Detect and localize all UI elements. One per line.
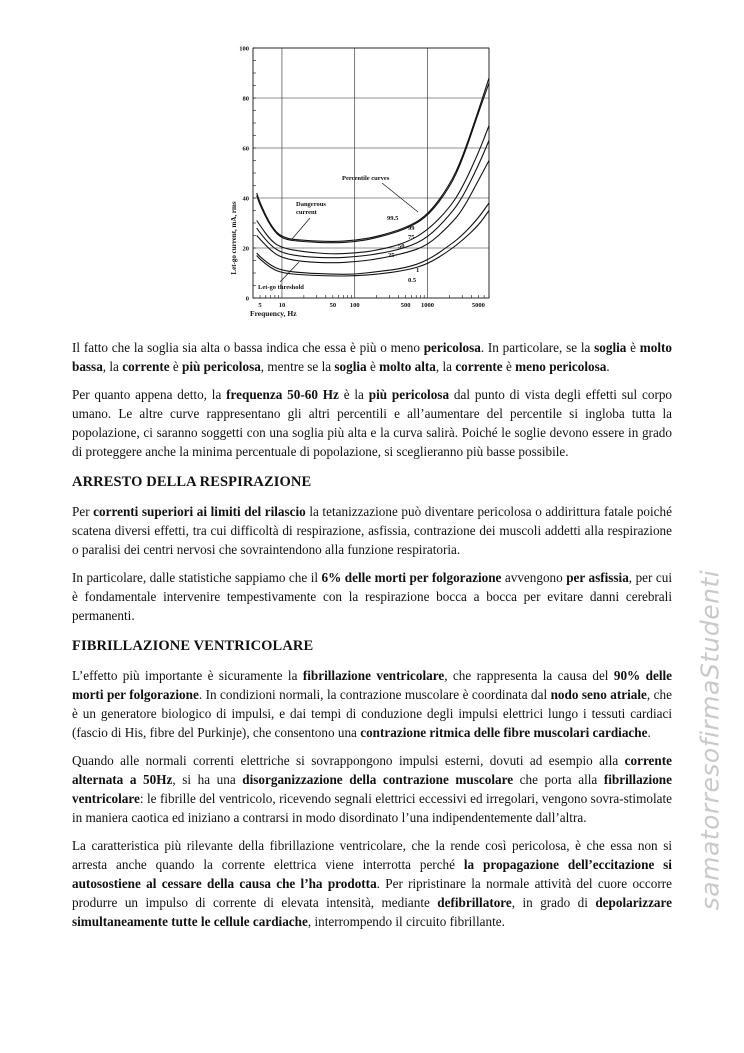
series-label: 50: [398, 243, 405, 250]
document-body: [72, 338, 672, 940]
arrow-percentile: [382, 183, 418, 212]
x-tick-label: 50: [329, 302, 337, 309]
paragraph-correnti-superiori: Per correnti superiori ai limiti del rilascio la tetanizzazione può diventare pericolosa o addirittura fatale poiché scatena diversi effetti, tra cui difficoltà di respirazione, asfissia, contrazione dei muscoli addetti alla respirazione o paralisi dei centri nervosi che sovraintendono alla funzione respiratoria.: [72, 504, 672, 557]
paragraph-frequenza: Per quanto appena detto, la frequenza 50-60 Hz è la più pericolosa dal punto di vista degli effetti sul corpo umano. Le altre curve rappresentano gli altri percentili e all’aumentare del percentile si ingloba tutta la popolazione, ci saranno soggetti con una soglia più alta e la curva salirà. Poiché le soglie devono essere in grado di proteggere anche la minima percentuale di popolazione, si sceglieranno più basse possibile.: [72, 387, 673, 459]
paragraph-statistiche: In particolare, dalle statistiche sappiamo che il 6% delle morti per folgorazione avvengono per asfissia, per cui è fondamentale intervenire tempestivamente con la respirazione bocca a bocca per evitare danni cerebrali permanenti.: [72, 570, 672, 623]
x-tick-label: 10: [278, 302, 286, 309]
x-axis-label: Frequency, Hz: [250, 309, 297, 318]
watermark: [690, 530, 730, 950]
series-label: 1: [416, 267, 420, 274]
curve-99-5: [257, 78, 489, 241]
paragraph-effetto: L’effetto più importante è sicuramente la fibrillazione ventricolare, che rappresenta la causa del 90% delle morti per folgorazione. In condizioni normali, la contrazione muscolare è coordinata dal nodo seno atriale, che è un generatore biologico di impulsi, e dai tempi di conduzione degli impulsi elettrici lungo i tessuti cardiaci (fascio di His, fibre del Purkinje), che consentono una contrazione ritmica delle fibre muscolari cardiache.: [72, 668, 672, 740]
y-tick-label: 20: [242, 245, 249, 253]
y-axis-label: Let-go current, mA, rms: [230, 201, 238, 275]
curve-99: [257, 83, 489, 243]
series-label: 25: [388, 252, 395, 259]
let-go-current-chart: [222, 40, 502, 325]
heading-fibrillazione-ventricolare: FIBRILLAZIONE VENTRICOLARE: [72, 638, 314, 654]
x-tick-label: 1000: [421, 302, 435, 309]
watermark-text: samatorresofirmaStudenti: [695, 569, 725, 911]
x-tick-label: 5000: [471, 302, 485, 309]
x-tick-label: 100: [349, 302, 360, 309]
annotation-percentile-curves: Percentile curves: [342, 175, 390, 182]
y-tick-label: 80: [242, 95, 249, 103]
arrow-dangerous: [292, 218, 310, 239]
paragraph-impulsi-esterni: Quando alle normali correnti elettriche si sovrappongono impulsi esterni, dovuti ad esempio alla corrente alternata a 50Hz, si ha una disorganizzazione della contrazione muscolare che porta alla fibrillazione ventricolare: le fibrille del ventricolo, ricevendo segnali elettrici eccessivi ed irregolari, vengono sovra-stimolate in maniera caotica ed iniziano a contrarsi in modo disordinato l’una indipendentemente dall’altra.: [72, 753, 672, 825]
y-tick-label: 60: [242, 145, 249, 153]
x-tick-label: 500: [400, 302, 411, 309]
chart-axes: [253, 48, 489, 298]
y-tick-label: 100: [239, 45, 249, 53]
y-tick-label: 0: [245, 295, 249, 303]
heading-arresto-respirazione: ARRESTO DELLA RESPIRAZIONE: [72, 474, 312, 490]
chart-grid: [253, 48, 489, 298]
annotation-dangerous-current: Dangerous current: [296, 201, 326, 216]
series-label: 0.5: [408, 277, 417, 284]
paragraph-soglia: Il fatto che la soglia sia alta o bassa indica che essa è più o meno pericolosa. In particolare, se la soglia è molto bassa, la corrente è più pericolosa, mentre se la soglia è molto alta, la corrente è meno pericolosa.: [72, 340, 672, 374]
series-label: 99: [408, 225, 415, 232]
annotation-dangerous-current-text: Dangerous: [296, 201, 326, 208]
x-tick-label: 5: [258, 302, 262, 309]
annotation-let-go-threshold: Let-go threshold: [258, 284, 304, 291]
curve-75: [257, 126, 489, 254]
series-label: 99.5: [387, 215, 399, 222]
plot-frame: [253, 48, 489, 298]
series-label: 75: [408, 234, 415, 241]
paragraph-caratteristica: La caratteristica più rilevante della fibrillazione ventricolare, che la rende così pericolosa, è che essa non si arresta anche quando la corrente elettrica viene interrotta perché la propagazione dell’eccitazione si autosostiene al cessare della causa che l’ha prodotta. Per ripristinare la normale attività del cuore occorre produrre un impulso di corrente di elevata intensità, mediante defibrillatore, in grado di depolarizzare simultaneamente tutte le cellule cardiache, interrompendo il circuito fibrillante.: [72, 838, 672, 929]
y-tick-label: 40: [242, 195, 249, 203]
